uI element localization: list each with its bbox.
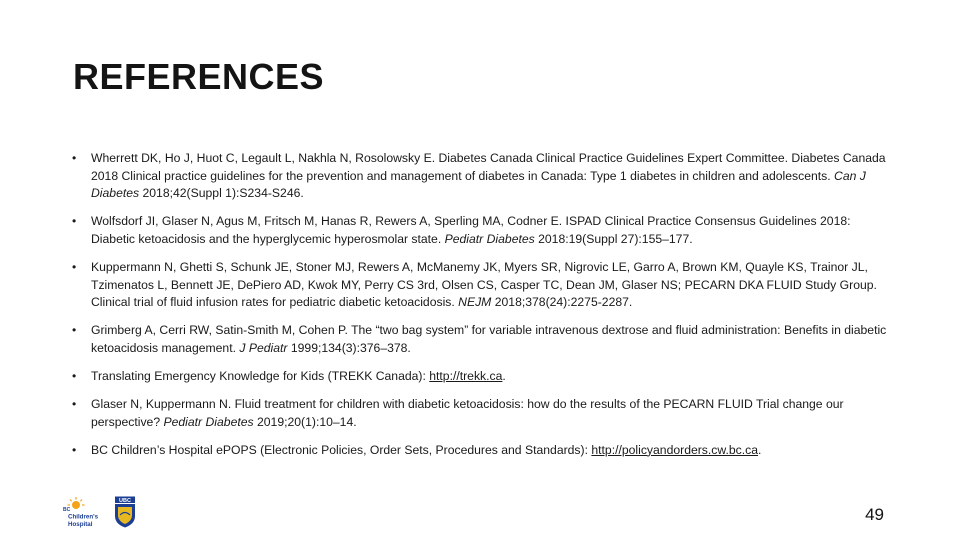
citation-details: 2018;378(24):2275-2287. <box>491 295 633 310</box>
journal-name: J Pediatr <box>239 340 288 355</box>
reference-text: Translating Emergency Knowledge for Kids (TREKK Canada): <box>91 368 430 383</box>
journal-name: Can J Diabetes <box>91 168 866 201</box>
citation-details: 2018;42(Suppl 1):S234-S246. <box>139 186 304 201</box>
bullet-icon: • <box>72 323 77 338</box>
reference-item <box>72 396 892 431</box>
bch-logo-line3: Hospital <box>68 521 93 528</box>
reference-text: Wolfsdorf JI, Glaser N, Agus M, Fritsch M, Hanas R, Rewers A, Sperling MA, Codner E. ISPAD Clinical Practice Consensus Guidelines 2018: Diabetic ketoacidosis and the hyperglycemic hyperosmolar state. <box>91 214 851 246</box>
reference-text: Grimberg A, Cerri RW, Satin-Smith M, Cohen P. The “two bag system” for variable intravenous dextrose and fluid administration: Benefits in diabetic ketoacidosis management. <box>91 323 887 355</box>
reference-item <box>72 368 892 386</box>
reference-item <box>72 322 892 357</box>
bc-childrens-hospital-logo <box>62 496 108 530</box>
bullet-icon: • <box>72 442 77 457</box>
reference-item <box>72 442 892 460</box>
ubc-logo-text: UBC <box>119 498 131 504</box>
reference-text: BC Children’s Hospital ePOPS (Electronic Policies, Order Sets, Procedures and Standards): <box>91 442 592 457</box>
bullet-icon: • <box>72 151 77 165</box>
bullet-icon: • <box>72 368 77 383</box>
bullet-icon: • <box>72 259 77 274</box>
citation-details: 2018:19(Suppl 27):155–177. <box>534 231 693 246</box>
journal-name: Pediatr Diabetes <box>444 231 535 246</box>
bch-logo-line2: Children's <box>68 513 99 521</box>
bch-logo-line1: BC <box>63 507 71 513</box>
reference-list <box>72 150 892 470</box>
citation-details: 1999;134(3):376–378. <box>287 340 411 355</box>
policyandorders-link[interactable]: http://policyandorders.cw.bc.ca <box>591 442 759 457</box>
journal-name: NEJM <box>458 295 492 310</box>
bullet-icon: • <box>72 397 77 412</box>
trekk-link[interactable]: http://trekk.ca <box>429 368 503 383</box>
citation-details: 2019;20(1):10–14. <box>253 414 357 429</box>
slide-title: REFERENCES <box>73 56 325 97</box>
ubc-logo <box>114 496 136 528</box>
journal-name: Pediatr Diabetes <box>163 414 254 429</box>
reference-text: Wherrett DK, Ho J, Huot C, Legault L, Nakhla N, Rosolowsky E. Diabetes Canada Clinical Practice Guidelines Expert Committee. Diabetes Canada 2018 Clinical practice guidelines for the prevention and management of diabetes in Canada: Type 1 diabetes in children and adolescents. <box>91 151 886 183</box>
reference-item <box>72 259 892 312</box>
reference-text: Glaser N, Kuppermann N. Fluid treatment for children with diabetic ketoacidosis: how do the results of the PECARN FLUID Trial change our perspective? <box>91 397 844 429</box>
reference-text: Kuppermann N, Ghetti S, Schunk JE, Stoner MJ, Rewers A, McManemy JK, Myers SR, Nigrovic LE, Garro A, Brown KM, Quayle KS, Trainor JL, Tzimenatos L, Bennett JE, DePiero AD, Kwok MY, Perry CS 3rd, Olsen CS, Casper TC, Dean JM, Glaser NS; PECARN DKA FLUID Study Group. Clinical trial of fluid infusion rates for pediatric diabetic ketoacidosis. <box>91 259 877 310</box>
reference-end: . <box>758 442 762 457</box>
page-number: 49 <box>865 505 884 524</box>
reference-item <box>72 213 892 248</box>
reference-item <box>72 150 892 203</box>
bullet-icon: • <box>72 214 77 229</box>
footer-logos <box>62 496 142 530</box>
reference-end: . <box>502 368 506 383</box>
